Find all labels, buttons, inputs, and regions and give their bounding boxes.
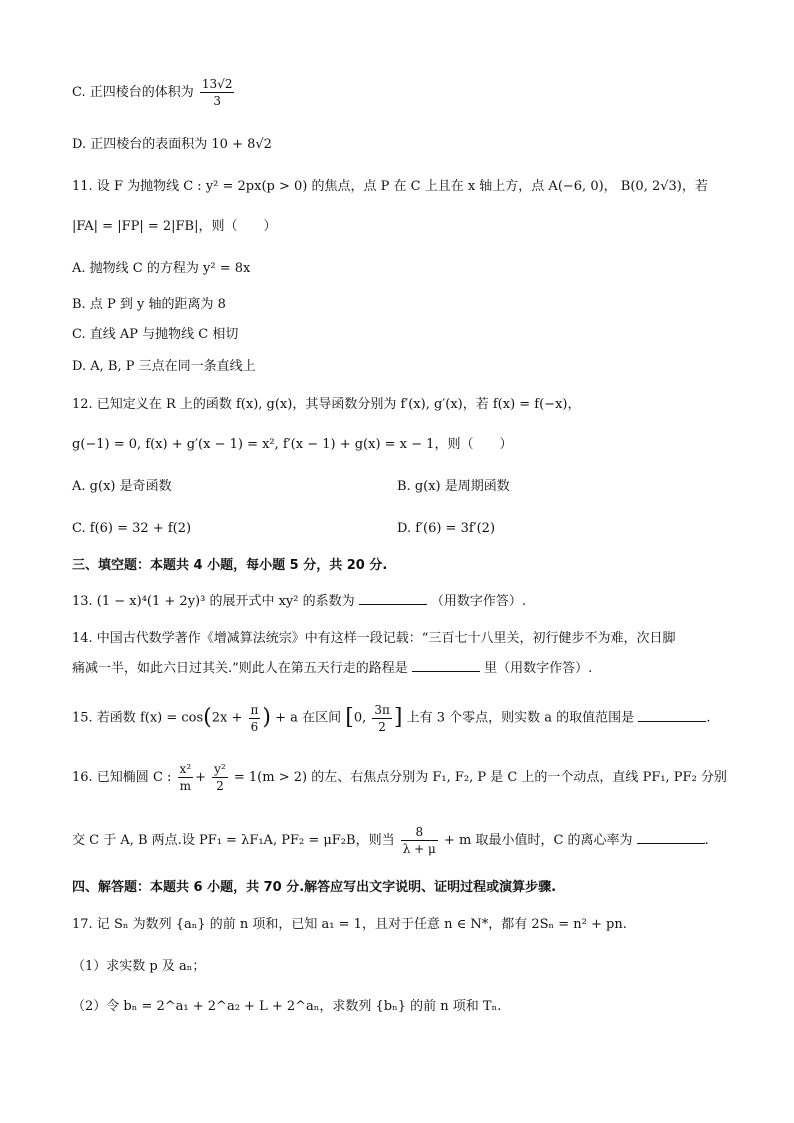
q17-part1: （1）求实数 p 及 aₙ； [72, 959, 206, 974]
q11-option-d: D. A, B, P 三点在同一条直线上 [72, 359, 256, 374]
q12-option-b: B. g(x) 是周期函数 [397, 479, 510, 494]
q16-y2-over-2: $\frac{\text{y²}}{2}$ [214, 762, 226, 793]
q14-line2: 痛减一半，如此六日过其关.”则此人在第五天行走的路程是 里（用数字作答）. [72, 661, 593, 676]
q16-8-over-lambda-mu: $\frac{8}{\lambda + \mu}$ [402, 825, 436, 856]
q16-line1: 16. 已知椭圆 C : $\frac{\text{x²}}{m}$ + $\frac{\text{y²}}{2}$ = 1(m > 2) 的左、右焦点分别为 F₁, F₂, P 是 C 上的一个动点，直线 PF₁, PF₂ 分别 [72, 762, 727, 793]
q15: 15. 若函数 f(x) = cos(2x + $\frac{\pi}{6}$ ) + a 在区间 [0, $\frac{3\pi}{2}$ ] 上有 3 个零点，则实数 a 的取值范围是 . [72, 702, 711, 734]
q10-option-d: D. 正四棱台的表面积为 10 + 8√2 [72, 137, 272, 152]
q13: 13. (1 − x)⁴(1 + 2y)³ 的展开式中 xy² 的系数为 （用数字作答）. [72, 594, 527, 609]
q12-stem-line2: g(−1) = 0, f(x) + g′(x − 1) = x², f′(x − 1) + g(x) = x − 1，则（ ） [72, 437, 513, 452]
q16-answer-blank [637, 831, 705, 844]
section3-heading: 三、填空题：本题共 4 小题，每小题 5 分，共 20 分. [72, 558, 388, 573]
q16-x2-over-m: $\frac{\text{x²}}{m}$ [179, 762, 192, 793]
q13-answer-blank [359, 592, 427, 605]
q15-3pi-over-2: $\frac{3\pi}{2}$ [374, 702, 390, 734]
q12-option-a: A. g(x) 是奇函数 B. g(x) 是周期函数 [72, 476, 172, 498]
q12-stem-line1: 12. 已知定义在 R 上的函数 f(x), g(x)，其导函数分别为 f′(x), g′(x)，若 f(x) = f(−x)， [72, 397, 581, 412]
q17-stem: 17. 记 Sₙ 为数列 {aₙ} 的前 n 项和，已知 a₁ = 1，且对于任意 n ∈ N*，都有 2Sₙ = n² + pn. [72, 917, 627, 932]
q11-stem-line1: 11. 设 F 为抛物线 C : y² = 2px(p > 0) 的焦点，点 P 在 C 上且在 x 轴上方，点 A(−6, 0)， B(0, 2√3)，若 [72, 179, 708, 194]
q11-stem-line2: |FA| = |FP| = 2|FB|，则（ ） [72, 219, 277, 234]
section4-heading: 四、解答题：本题共 6 小题，共 70 分.解答应写出文字说明、证明过程或演算步骤. [72, 880, 557, 895]
q15-pi-over-6: $\frac{\pi}{6}$ [250, 702, 259, 734]
q10-option-c: C. 正四棱台的体积为 $\frac{13√2}{3}$ [72, 77, 233, 108]
q15-answer-blank [638, 709, 706, 722]
q17-part2: （2）令 bₙ = 2^a₁ + 2^a₂ + L + 2^aₙ，求数列 {bₙ} 的前 n 项和 Tₙ. [72, 999, 502, 1014]
q14-answer-blank [412, 659, 480, 672]
q11-option-b: B. 点 P 到 y 轴的距离为 8 [72, 297, 226, 312]
q16-line2: 交 C 于 A, B 两点.设 PF₁ = λF₁A, PF₂ = μF₂B，则当 $\frac{8}{\lambda + \mu}$ + m 取最小值时，C 的离心率为 . [72, 825, 709, 856]
q12-option-d: D. f′(6) = 3f′(2) [397, 521, 496, 536]
q10-volume-fraction: $\frac{13√2}{3}$ [201, 77, 233, 108]
q11-option-a: A. 抛物线 C 的方程为 y² = 8x [72, 261, 251, 276]
q11-option-c: C. 直线 AP 与抛物线 C 相切 [72, 327, 239, 342]
q12-option-c: C. f(6) = 32 + f(2) D. f′(6) = 3f′(2) [72, 518, 191, 540]
q14-line1: 14. 中国古代数学著作《增减算法统宗》中有这样一段记载：“三百七十八里关，初行健步不为难，次日脚 [72, 631, 676, 646]
